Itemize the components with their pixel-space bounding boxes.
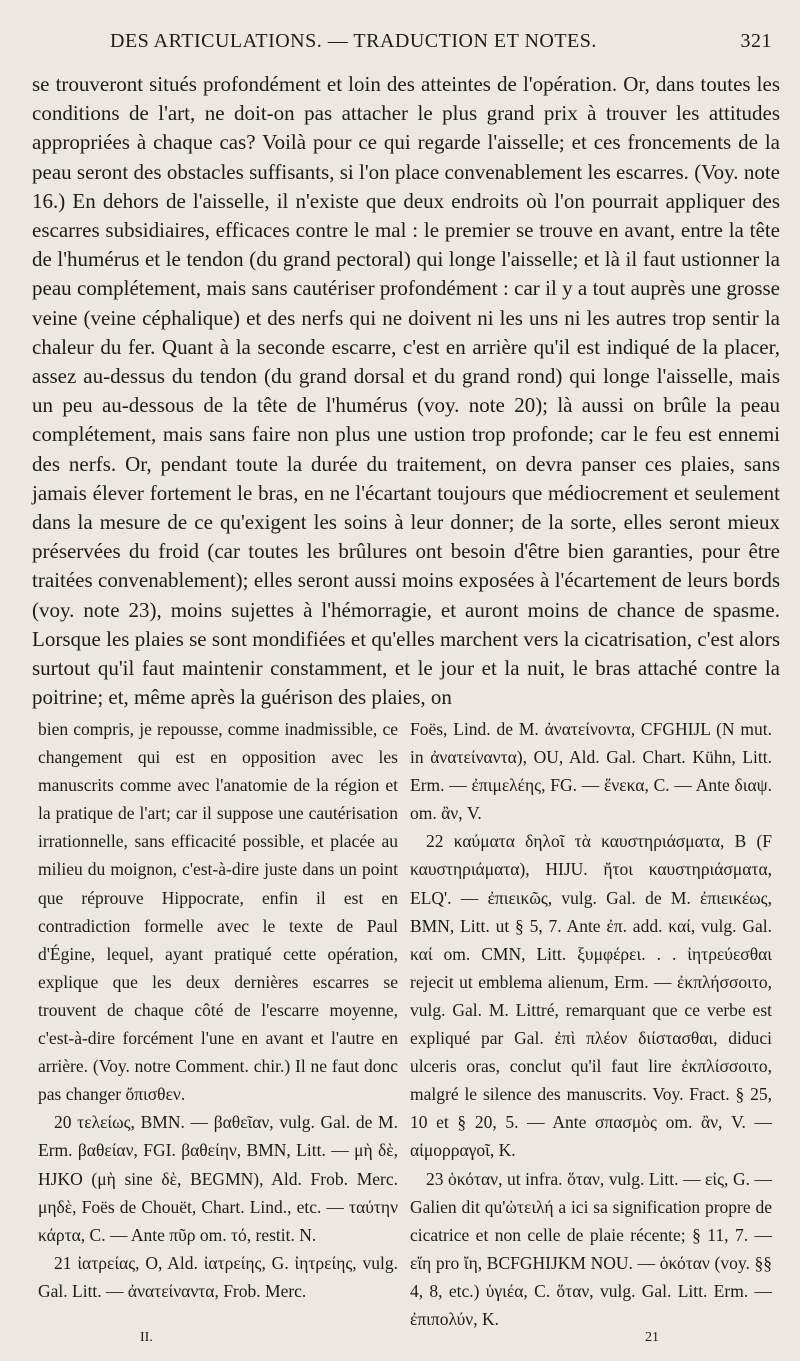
note-continuation: bien compris, je repousse, comme inadmissible, ce changement qui est en opposition avec les manuscrits comme avec l'anatomie de la région et la pratique de l'art; car il suppose une cautérisation irrationnelle, sans efficacité possible, et placée au milieu du moignon, c'est-à-dire juste dans un point que réprouve Hippocrate, enfin il est en contradiction formelle avec le texte de Paul d'Égine, lequel, ayant pratiqué cette opération, explique que les deux dernières escarres se trouvent de chaque côté de l'escarre moyenne, c'est-à-dire forcément l'une en avant et l'autre en arrière. (Voy. notre Comment. chir.) Il ne faut donc pas changer ὄπισθεν. [38, 719, 398, 1105]
footnote-21-continuation: Foës, Lind. de M. ἀνατείνοντα, CFGHIJL (N mut. in ἀνατείναντα), OU, Ald. Gal. Chart. Kühn, Litt. Erm. — ἐπιμελέης, FG. — ἕνεκα, C. — Ante διαψ. om. ἂν, V. [410, 719, 772, 824]
page-number: 321 [740, 30, 772, 52]
footnote-23: 23 ὁκόταν, ut infra. ὅταν, vulg. Litt. — εἰς, G. — Galien dit qu'ὠτειλή a ici sa signification propre de cicatrice et non celle de plaie récente; § 11, 7. — εἴη pro ἴη, BCFGHIJKM NOU. — ὁκόταν (voy. §§ 4, 8, etc.) ὑγιέα, C. ὅταν, vulg. Gal. Litt. Erm. — ἐπιπολύν, K. [410, 1168, 772, 1329]
signature-mark-left: II. [140, 1330, 153, 1345]
main-text: se trouveront situés profondément et loin des atteintes de l'opération. Or, dans toutes les conditions de l'art, ne doit-on pas attacher le plus grand prix à trouver les attitudes appropriées à chaque cas? Voilà pour ce qui regarde l'aisselle; et ces froncements de la peau seront des obstacles suffisants, si l'on place convenablement les escarres. (Voy. note 16.) En dehors de l'aisselle, il n'existe que deux endroits où l'on pourrait appliquer des escarres subsidiaires, efficaces contre le mal : le premier se trouve en avant, entre la tête de l'humérus et le tendon (du grand pectoral) qui longe l'aisselle; et là il faut ustionner la peau complétement, mais sans cautériser profondément : car il y a tout auprès une grosse veine (veine céphalique) et des nerfs qui ne doivent ni les uns ni les autres trop sentir la chaleur du fer. Quant à la seconde escarre, c'est en arrière qu'il est indiqué de la placer, assez au-dessus du tendon (du grand dorsal et du grand rond) qui longe l'aisselle, mais un peu au-dessous de la tête de l'humérus (voy. note 20); là aussi on brûle la peau complétement, mais sans faire non plus une ustion trop profonde; car le feu est ennemi des nerfs. Or, pendant toute la durée du traitement, on devra panser ces plaies, sans jamais élever fortement le bras, en ne l'écartant toujours que médiocrement et seulement dans la mesure de ce qu'exigent les soins à leur donner; de la sorte, elles seront mieux préservées du froid (car toutes les brûlures ont besoin d'être bien garanties, pour être traitées convenablement); elles seront aussi moins exposées à l'écartement de leurs bords (voy. note 23), moins sujettes à l'hémorragie, et auront moins de chance de spasme. Lorsque les plaies se sont mondifiées et qu'elles marchent vers la cicatrisation, c'est alors surtout qu'il faut maintenir constamment, et le jour et la nuit, le bras attaché contre la poitrine; et, même après la guérison des plaies, on [32, 72, 780, 710]
footnote-20: 20 τελείως, BMN. — βαθεῖαν, vulg. Gal. de M. Erm. βαθείαν, FGI. βαθείην, BMN, Litt. — μὴ δὲ, HJKO (μὴ sine δὲ, BEGMN), Ald. Frob. Merc. μηδὲ, Foës de Chouët, Chart. Lind., etc. — ταύτην κάρτα, C. — Ante πῦρ om. τό, restit. N. [38, 1112, 398, 1245]
footnote-21: 21 ἰατρείας, O, Ald. ἰατρείης, G. ἰητρείης, vulg. Gal. Litt. — ἀνατείναντα, Frob. Merc. [38, 1252, 398, 1301]
footnote-22: 22 καύματα δηλοῖ τὰ καυστηριάσματα, B (F καυστηριάματα), HIJU. ἤτοι καυστηριάσματα, ELQ'. — ἐπιεικῶς, vulg. Gal. de M. ἐπιεικέως, BMN, Litt. ut § 5, 7. Ante ἐπ. add. καί, vulg. Gal. καί om. CMN, Litt. ξυμφέρει. . . ἰητρεύεσθαι rejecit ut emblema alienum, Erm. — ἐκπλήσσοιτο, vulg. Gal. M. Littré, remarquant que ce verbe est expliqué par Gal. ἐπὶ πλέον διίστασθαι, diduci ulceris oras, conclut qu'il faut lire ἐκπλίσσοιτο, malgré le silence des manuscrits. Voy. Fract. § 25, 10 et § 20, 5. — Ante σπασμὸς om. ἂν, V. — αἱμορραγοῖ, K. [410, 831, 772, 1161]
running-header [38, 30, 772, 62]
notes-column-right [410, 715, 772, 1333]
signature-mark-right: 21 [645, 1330, 659, 1345]
notes-column-left [38, 715, 398, 1305]
running-title: DES ARTICULATIONS. — TRADUCTION ET NOTES. [110, 30, 597, 52]
